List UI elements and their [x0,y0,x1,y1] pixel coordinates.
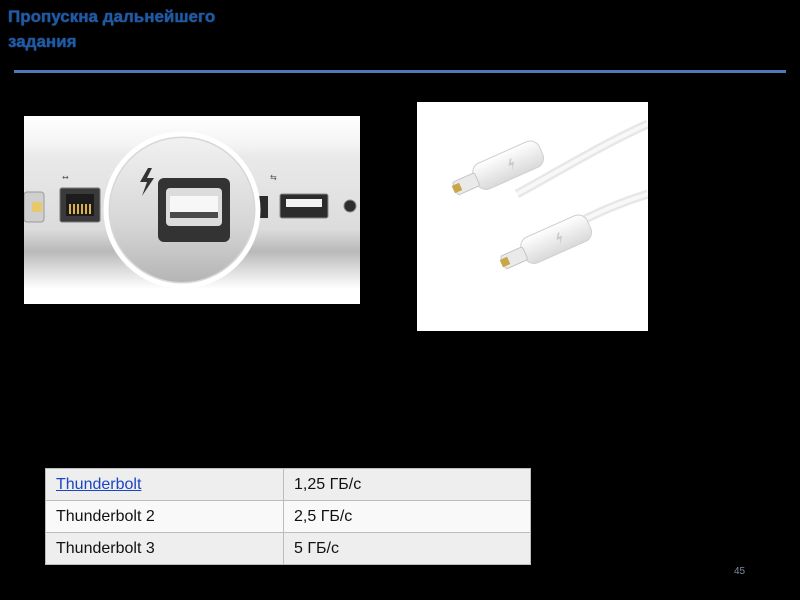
thunderbolt-cable-photo [417,102,648,331]
thunderbolt-port-photo [24,116,360,304]
table-cell-name: Thunderbolt 3 [46,533,284,565]
table-row [46,533,531,565]
table-cell-name [46,469,284,501]
slide-title [8,4,388,54]
slide-title-line-1: Пропускна дальнейшего [8,7,216,26]
usb-symbol: ⇆ [270,173,277,182]
table-row [46,469,531,501]
table-cell-speed: 5 ГБ/с [284,533,531,565]
thunderbolt-link[interactable]: Thunderbolt [56,475,142,493]
title-divider [14,70,786,73]
slide-title-line-2: задания [8,32,77,51]
table-cell-name: Thunderbolt 2 [46,501,284,533]
ethernet-symbol: ↔ [62,173,69,182]
table-cell-speed: 1,25 ГБ/с [284,469,531,501]
table-cell-speed: 2,5 ГБ/с [284,501,531,533]
page-number: 45 [734,566,746,577]
thunderbolt-speed-table [45,468,531,565]
table-row [46,501,531,533]
